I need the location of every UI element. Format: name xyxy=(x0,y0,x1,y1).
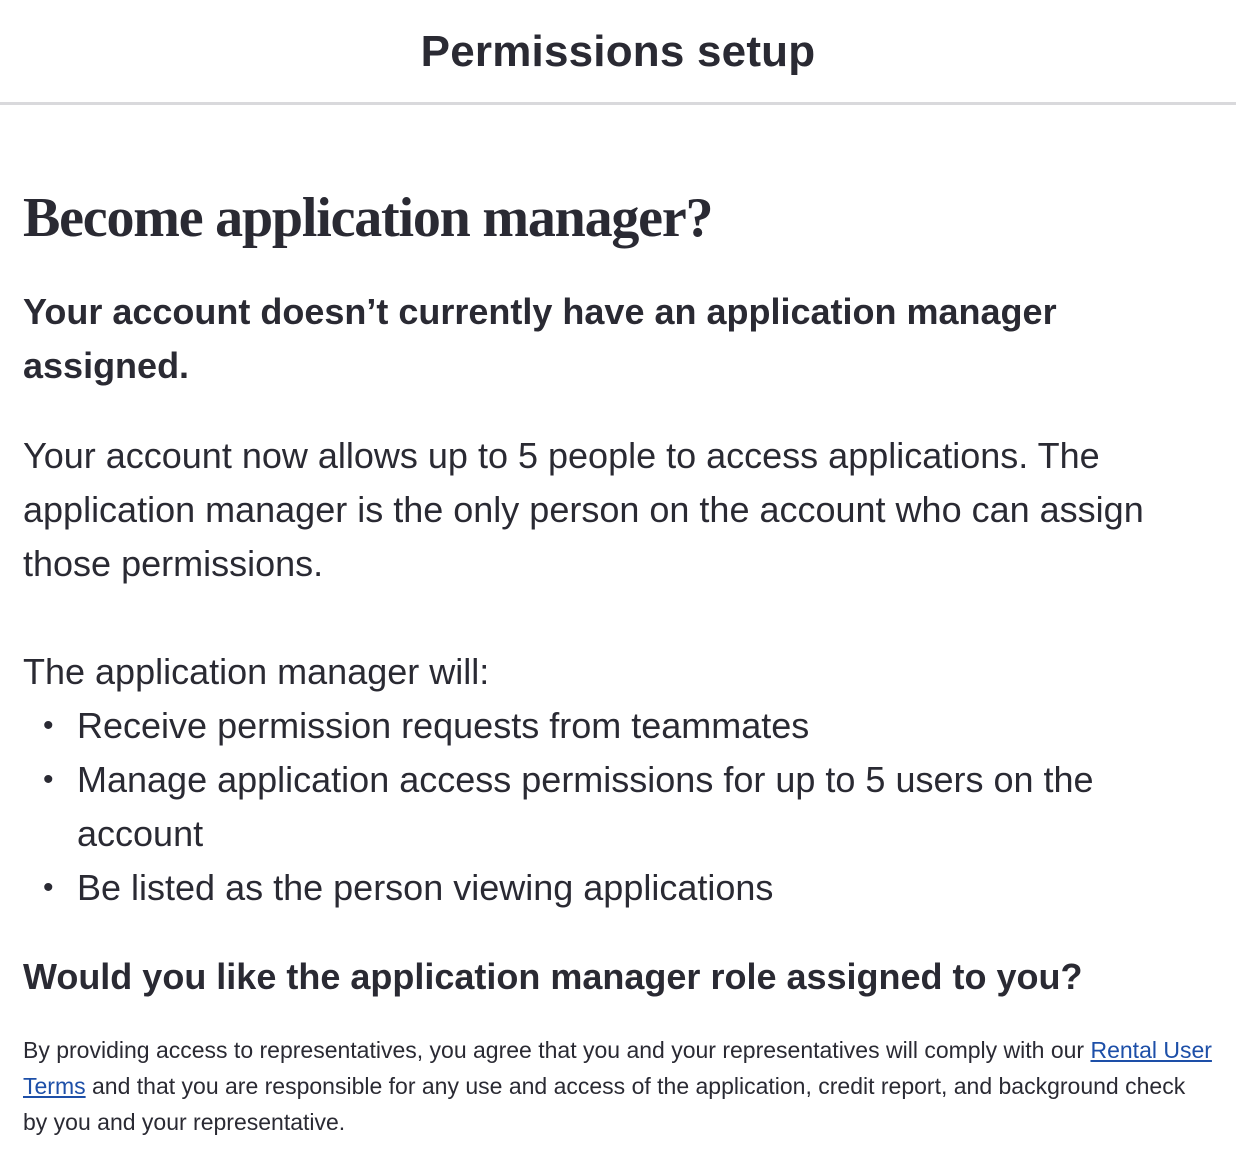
duties-list xyxy=(23,699,1213,915)
status-subheading: Your account doesn’t currently have an application manager assigned. xyxy=(23,291,1057,386)
list-item: • Manage application access permissions for up to 5 users on the account xyxy=(77,753,1213,861)
top-bar xyxy=(0,0,1236,105)
bullet-icon: • xyxy=(43,763,54,796)
assignment-question: Would you like the application manager role assigned to you? xyxy=(23,956,1083,997)
dialog-heading: Become application manager? xyxy=(23,187,713,249)
list-item: • Receive permission requests from teammates xyxy=(77,699,1213,753)
bullet-icon: • xyxy=(43,709,54,742)
duties-intro: The application manager will: xyxy=(23,651,490,692)
main-content xyxy=(0,187,1236,1140)
rental-user-terms-link[interactable]: Rental User Terms xyxy=(23,1037,1212,1099)
page-title: Permissions setup xyxy=(420,27,816,76)
description-text: Your account now allows up to 5 people to access applications. The application manager is the only person on the account who can assign those permissions. xyxy=(23,435,1144,584)
list-item: • Be listed as the person viewing applications xyxy=(77,861,1213,915)
bullet-icon: • xyxy=(43,871,54,904)
terms-disclaimer: By providing access to representatives, you agree that you and your representatives will comply with our Rental User Terms and that you are responsible for any use and access of the application, credit report, and background check by you and your representative. xyxy=(23,1037,1212,1135)
